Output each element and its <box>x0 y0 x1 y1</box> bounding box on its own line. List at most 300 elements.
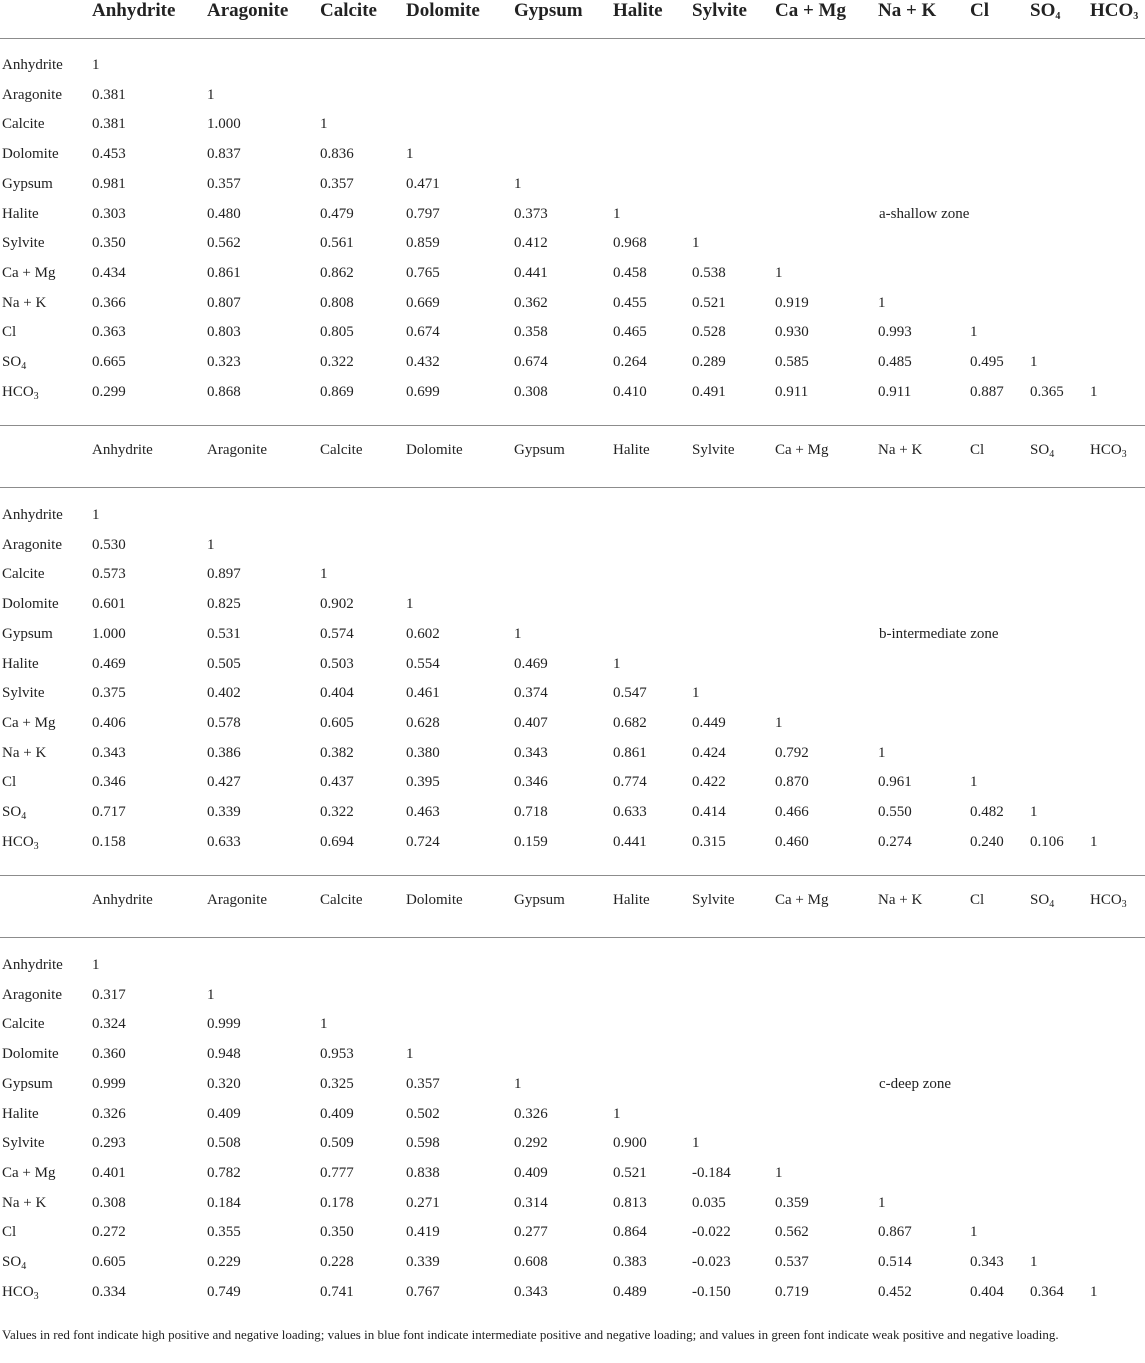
table-cell: 0.480 <box>207 205 241 222</box>
table-cell: 0.665 <box>92 354 126 370</box>
table-cell: 0.628 <box>406 714 440 731</box>
table-cell: 0.774 <box>613 774 647 791</box>
table-cell: 0.682 <box>613 714 647 731</box>
table-cell: 1 <box>406 1046 414 1063</box>
table-cell: 0.452 <box>878 1283 912 1300</box>
row-label: Na + K <box>2 1194 47 1211</box>
table-row <box>0 619 1145 648</box>
column-header: Cl <box>970 0 989 21</box>
table-cell: 0.362 <box>514 294 548 311</box>
table-cell: 1 <box>878 1194 886 1211</box>
table-cell: 0.699 <box>406 383 440 400</box>
table-cell: 0.562 <box>207 235 241 252</box>
row-label: Dolomite <box>2 146 59 163</box>
table-cell: 0.355 <box>207 1224 241 1241</box>
table-row <box>0 649 1145 678</box>
table-cell: 0.578 <box>207 714 241 731</box>
column-header: Ca + Mg <box>775 892 829 908</box>
row-label: $SO_4$ <box>2 354 27 372</box>
column-header: Na + K <box>878 892 923 908</box>
table-cell: 0.409 <box>514 1164 548 1181</box>
table-row <box>0 1009 1145 1038</box>
table-row <box>0 950 1145 979</box>
table-cell: 0.401 <box>92 1164 126 1181</box>
row-label: Ca + Mg <box>2 264 56 281</box>
row-label: $HCO_3$ <box>2 833 39 852</box>
row-label: Anhydrite <box>2 957 63 973</box>
table-cell: 0.386 <box>207 744 241 761</box>
table-row <box>0 1247 1145 1276</box>
table-cell: 1 <box>1090 383 1098 400</box>
table-cell: 1 <box>320 116 328 133</box>
table-cell: 0.633 <box>613 804 647 820</box>
table-cell: 0.458 <box>613 264 647 281</box>
table-cell: 1 <box>692 685 700 702</box>
row-label: Gypsum <box>2 1075 53 1092</box>
column-header: $SO_4$ <box>1030 442 1055 460</box>
table-row <box>0 228 1145 257</box>
table-cell: 0.303 <box>92 205 126 222</box>
zone-label: c-deep zone <box>879 1075 952 1092</box>
row-label: Dolomite <box>2 596 59 613</box>
row-label: $HCO_3$ <box>2 1283 39 1302</box>
table-cell: 0.159 <box>514 833 548 850</box>
column-header: Halite <box>613 892 650 908</box>
row-label: Aragonite <box>2 536 62 553</box>
table-cell: 0.749 <box>207 1283 241 1300</box>
table-cell: 0.339 <box>406 1254 440 1270</box>
row-label: Gypsum <box>2 175 53 192</box>
table-cell: 0.797 <box>406 205 440 222</box>
column-header: Aragonite <box>207 0 289 21</box>
table-cell: 0.374 <box>514 685 548 702</box>
table-cell: 0.424 <box>692 744 726 761</box>
table-cell: 0.528 <box>692 324 726 341</box>
table-cell: 0.350 <box>92 235 126 252</box>
table-cell: 0.357 <box>320 175 354 192</box>
table-cell: 1 <box>406 146 414 163</box>
table-cell: 0.264 <box>613 354 647 370</box>
row-label: Na + K <box>2 294 47 311</box>
table-row <box>0 1039 1145 1068</box>
table-cell: 0.375 <box>92 685 126 702</box>
table-cell: 0.521 <box>613 1164 647 1181</box>
table-cell: 0.471 <box>406 175 440 192</box>
table-cell: 0.465 <box>613 324 647 341</box>
table-cell: 1 <box>406 596 414 613</box>
table-row <box>0 169 1145 198</box>
table-cell: 0.867 <box>878 1224 912 1241</box>
table-row <box>0 980 1145 1009</box>
table-row <box>0 1277 1145 1306</box>
table-cell: 0.813 <box>613 1194 647 1211</box>
row-label: Halite <box>2 1105 39 1122</box>
table-cell: 0.601 <box>92 596 126 613</box>
table-cell: 0.900 <box>613 1135 647 1152</box>
table-cell: 0.825 <box>207 596 241 613</box>
table-cell: 0.334 <box>92 1283 126 1300</box>
table-cell: 0.277 <box>514 1224 548 1241</box>
table-cell: 1 <box>613 205 621 222</box>
column-header: Gypsum <box>514 892 565 908</box>
table-row <box>0 139 1145 168</box>
table-cell: 0.469 <box>92 655 126 672</box>
row-label: Dolomite <box>2 1046 59 1063</box>
column-header: Cl <box>970 892 985 908</box>
table-cell: 0.314 <box>514 1194 548 1211</box>
table-cell: 0.562 <box>775 1224 809 1241</box>
column-header: Na + K <box>878 0 937 21</box>
row-label: Calcite <box>2 1016 45 1033</box>
table-cell: 0.919 <box>775 294 809 311</box>
table-cell: 0.427 <box>207 774 241 791</box>
row-label: Aragonite <box>2 86 62 103</box>
column-header: Gypsum <box>514 0 583 21</box>
table-cell: 0.862 <box>320 264 354 281</box>
table-cell: 0.463 <box>406 804 440 820</box>
table-cell: 0.782 <box>207 1164 241 1181</box>
table-cell: 0.407 <box>514 714 548 731</box>
table-cell: 0.228 <box>320 1254 354 1270</box>
table-cell: 0.836 <box>320 146 354 163</box>
table-cell: 1 <box>970 774 978 791</box>
row-label: Sylvite <box>2 1135 45 1152</box>
table-cell: 1 <box>92 957 100 973</box>
table-cell: 0.803 <box>207 324 241 341</box>
table-cell: 0.765 <box>406 264 440 281</box>
column-header: Sylvite <box>692 0 747 21</box>
table-cell: 0.669 <box>406 294 440 311</box>
table-cell: 0.419 <box>406 1224 440 1241</box>
table-cell: 0.602 <box>406 625 440 642</box>
table-cell: 0.323 <box>207 354 241 370</box>
table-cell: 0.382 <box>320 744 354 761</box>
table-cell: 0.364 <box>1030 1283 1064 1300</box>
table-cell: 1 <box>1090 1283 1098 1300</box>
table-cell: 0.537 <box>775 1254 809 1270</box>
table-cell: 0.674 <box>514 354 548 370</box>
table-cell: 0.158 <box>92 833 126 850</box>
table-cell: 1 <box>1090 833 1098 850</box>
column-header: Sylvite <box>692 442 735 458</box>
table-cell: 1 <box>92 507 100 523</box>
table-cell: 0.479 <box>320 205 354 222</box>
table-cell: 1 <box>320 1016 328 1033</box>
table-row <box>0 1188 1145 1217</box>
row-label: Cl <box>2 774 17 791</box>
table-cell: 0.767 <box>406 1283 440 1300</box>
table-cell: 0.505 <box>207 655 241 672</box>
column-header: Cl <box>970 442 985 458</box>
column-header-row <box>0 425 1145 463</box>
row-label: Aragonite <box>2 986 62 1003</box>
table-cell: -0.023 <box>692 1254 731 1270</box>
table-cell: 0.409 <box>207 1105 241 1122</box>
table-cell: 0.434 <box>92 264 126 281</box>
table-row <box>0 1158 1145 1187</box>
table-cell: 0.441 <box>613 833 647 850</box>
table-cell: 0.271 <box>406 1194 440 1211</box>
column-header: Aragonite <box>207 442 267 458</box>
table-cell: 0.383 <box>613 1254 647 1270</box>
table-cell: 0.343 <box>92 744 126 761</box>
table-cell: 0.968 <box>613 235 647 252</box>
table-cell: 0.449 <box>692 714 726 731</box>
table-cell: 0.585 <box>775 354 809 370</box>
table-cell: 0.422 <box>692 774 726 791</box>
table-row <box>0 589 1145 618</box>
zone-label: b-intermediate zone <box>879 625 999 642</box>
table-cell: 0.395 <box>406 774 440 791</box>
table-cell: 0.531 <box>207 625 241 642</box>
table-cell: 0.598 <box>406 1135 440 1152</box>
table-cell: 0.953 <box>320 1046 354 1063</box>
column-header: $HCO_3$ <box>1090 442 1127 460</box>
table-cell: 0.550 <box>878 804 912 820</box>
table-cell: 0.495 <box>970 354 1004 370</box>
column-header: Dolomite <box>406 0 480 21</box>
table-cell: 0.718 <box>514 804 548 820</box>
table-cell: 0.741 <box>320 1283 354 1300</box>
table-cell: 0.547 <box>613 685 647 702</box>
table-cell: 0.308 <box>514 383 548 400</box>
table-cell: 1 <box>1030 1254 1038 1270</box>
column-header: Halite <box>613 0 663 21</box>
table-cell: 0.633 <box>207 833 241 850</box>
table-cell: 0.861 <box>613 744 647 761</box>
table-cell: 0.324 <box>92 1016 126 1033</box>
table-cell: 0.561 <box>320 235 354 252</box>
table-row <box>0 50 1145 79</box>
table-cell: 0.859 <box>406 235 440 252</box>
table-cell: 0.404 <box>970 1283 1004 1300</box>
table-row <box>0 1128 1145 1157</box>
table-cell: 0.717 <box>92 804 126 820</box>
table-cell: 0.315 <box>692 833 726 850</box>
table-row <box>0 347 1145 376</box>
table-cell: 0.366 <box>92 294 126 311</box>
table-cell: 0.453 <box>92 146 126 163</box>
table-row <box>0 559 1145 588</box>
column-header: Ca + Mg <box>775 442 829 458</box>
table-cell: 1 <box>878 294 886 311</box>
table-cell: 0.948 <box>207 1046 241 1063</box>
table-cell: 1 <box>514 625 522 642</box>
row-label: Halite <box>2 205 39 222</box>
row-label: Ca + Mg <box>2 1164 56 1181</box>
table-cell: 1 <box>514 175 522 192</box>
table-cell: 0.035 <box>692 1194 726 1211</box>
table-cell: 0.274 <box>878 833 912 850</box>
table-row <box>0 738 1145 767</box>
table-cell: 0.999 <box>92 1075 126 1092</box>
table-cell: 0.292 <box>514 1135 548 1152</box>
table-cell: 0.339 <box>207 804 241 820</box>
table-cell: 0.694 <box>320 833 354 850</box>
row-label: Sylvite <box>2 685 45 702</box>
table-cell: 1 <box>970 1224 978 1241</box>
table-cell: 1 <box>514 1075 522 1092</box>
table-cell: 0.808 <box>320 294 354 311</box>
table-cell: 0.293 <box>92 1135 126 1152</box>
table-cell: 0.406 <box>92 714 126 731</box>
table-cell: 0.363 <box>92 324 126 341</box>
table-cell: 0.805 <box>320 324 354 341</box>
table-cell: 0.999 <box>207 1016 241 1033</box>
table-cell: 0.868 <box>207 383 241 400</box>
table-cell: 0.719 <box>775 1283 809 1300</box>
table-row <box>0 80 1145 109</box>
table-row <box>0 1099 1145 1128</box>
table-cell: 0.317 <box>92 986 126 1003</box>
table-cell: 0.410 <box>613 383 647 400</box>
table-cell: -0.022 <box>692 1224 731 1241</box>
table-cell: 0.322 <box>320 354 354 370</box>
table-cell: 0.178 <box>320 1194 354 1211</box>
table-row <box>0 199 1145 228</box>
table-cell: 1 <box>775 714 783 731</box>
table-cell: 0.240 <box>970 833 1004 850</box>
table-row <box>0 258 1145 287</box>
table-cell: 1 <box>970 324 978 341</box>
table-cell: 1 <box>775 1164 783 1181</box>
table-cell: 0.538 <box>692 264 726 281</box>
column-header: Dolomite <box>406 442 463 458</box>
table-cell: 1 <box>775 264 783 281</box>
table-cell: 0.466 <box>775 804 809 820</box>
row-label: Ca + Mg <box>2 714 56 731</box>
table-row <box>0 827 1145 856</box>
table-cell: 1 <box>92 57 100 73</box>
table-cell: 1 <box>692 235 700 252</box>
table-cell: 0.574 <box>320 625 354 642</box>
table-cell: 0.902 <box>320 596 354 613</box>
column-header-row <box>0 875 1145 913</box>
table-cell: 0.838 <box>406 1164 440 1181</box>
table-cell: 1.000 <box>92 625 126 642</box>
table-cell: 0.777 <box>320 1164 354 1181</box>
table-cell: 0.409 <box>320 1105 354 1122</box>
table-row <box>0 288 1145 317</box>
table-cell: 0.861 <box>207 264 241 281</box>
table-cell: 0.792 <box>775 744 809 761</box>
row-label: Halite <box>2 655 39 672</box>
table-cell: 0.229 <box>207 1254 241 1270</box>
table-cell: 0.272 <box>92 1224 126 1241</box>
table-cell: 0.911 <box>878 383 912 400</box>
table-cell: 0.502 <box>406 1105 440 1122</box>
table-row <box>0 377 1145 406</box>
table-cell: 0.469 <box>514 655 548 672</box>
table-cell: 0.981 <box>92 175 126 192</box>
table-cell: 0.491 <box>692 383 726 400</box>
row-label: Calcite <box>2 116 45 133</box>
table-cell: 0.299 <box>92 383 126 400</box>
column-header: Anhydrite <box>92 892 153 908</box>
table-cell: 0.807 <box>207 294 241 311</box>
column-header: Calcite <box>320 442 363 458</box>
row-label: Anhydrite <box>2 57 63 73</box>
column-header: Anhydrite <box>92 442 153 458</box>
table-cell: 1 <box>1030 804 1038 820</box>
table-row <box>0 1069 1145 1098</box>
table-cell: 0.414 <box>692 804 726 820</box>
table-cell: 0.460 <box>775 833 809 850</box>
column-header: Dolomite <box>406 892 463 908</box>
table-cell: 0.358 <box>514 324 548 341</box>
row-label: Anhydrite <box>2 507 63 523</box>
table-cell: 0.911 <box>775 383 809 400</box>
table-cell: 0.350 <box>320 1224 354 1241</box>
table-cell: 0.357 <box>406 1075 440 1092</box>
column-header: $SO_4$ <box>1030 892 1055 910</box>
table-cell: 0.485 <box>878 354 912 370</box>
table-rule <box>0 487 1145 488</box>
table-cell: 0.326 <box>514 1105 548 1122</box>
table-cell: -0.150 <box>692 1283 731 1300</box>
row-label: $SO_4$ <box>2 804 27 822</box>
table-cell: 0.605 <box>320 714 354 731</box>
table-rule <box>0 937 1145 938</box>
table-cell: 1 <box>878 744 886 761</box>
column-header: $HCO_3$ <box>1090 0 1139 22</box>
table-cell: 1 <box>1030 354 1038 370</box>
table-row <box>0 678 1145 707</box>
table-cell: 0.437 <box>320 774 354 791</box>
table-cell: 0.961 <box>878 774 912 791</box>
column-header: Na + K <box>878 442 923 458</box>
table-cell: -0.184 <box>692 1164 731 1181</box>
table-cell: 0.404 <box>320 685 354 702</box>
table-cell: 0.343 <box>514 1283 548 1300</box>
zone-label: a-shallow zone <box>879 205 970 222</box>
column-header: $HCO_3$ <box>1090 892 1127 910</box>
row-label: Sylvite <box>2 235 45 252</box>
table-rule <box>0 38 1145 39</box>
table-cell: 0.482 <box>970 804 1004 820</box>
table-cell: 0.870 <box>775 774 809 791</box>
table-cell: 0.724 <box>406 833 440 850</box>
table-cell: 1.000 <box>207 116 241 133</box>
table-cell: 0.605 <box>92 1254 126 1270</box>
column-header: Gypsum <box>514 442 565 458</box>
table-cell: 0.897 <box>207 566 241 583</box>
table-cell: 0.864 <box>613 1224 647 1241</box>
table-cell: 1 <box>613 655 621 672</box>
table-cell: 0.343 <box>970 1254 1004 1270</box>
table-cell: 0.508 <box>207 1135 241 1152</box>
table-cell: 0.325 <box>320 1075 354 1092</box>
column-header: Sylvite <box>692 892 735 908</box>
table-row <box>0 317 1145 346</box>
table-cell: 0.503 <box>320 655 354 672</box>
table-cell: 0.326 <box>92 1105 126 1122</box>
table-cell: 0.360 <box>92 1046 126 1063</box>
table-cell: 0.373 <box>514 205 548 222</box>
table-cell: 1 <box>320 566 328 583</box>
table-cell: 0.346 <box>514 774 548 791</box>
table-cell: 1 <box>207 86 215 103</box>
table-cell: 0.573 <box>92 566 126 583</box>
table-cell: 0.343 <box>514 744 548 761</box>
column-header: Halite <box>613 442 650 458</box>
table-cell: 0.380 <box>406 744 440 761</box>
table-cell: 0.509 <box>320 1135 354 1152</box>
table-cell: 0.402 <box>207 685 241 702</box>
row-label: Calcite <box>2 566 45 583</box>
table-cell: 0.674 <box>406 324 440 341</box>
table-cell: 0.993 <box>878 324 912 341</box>
